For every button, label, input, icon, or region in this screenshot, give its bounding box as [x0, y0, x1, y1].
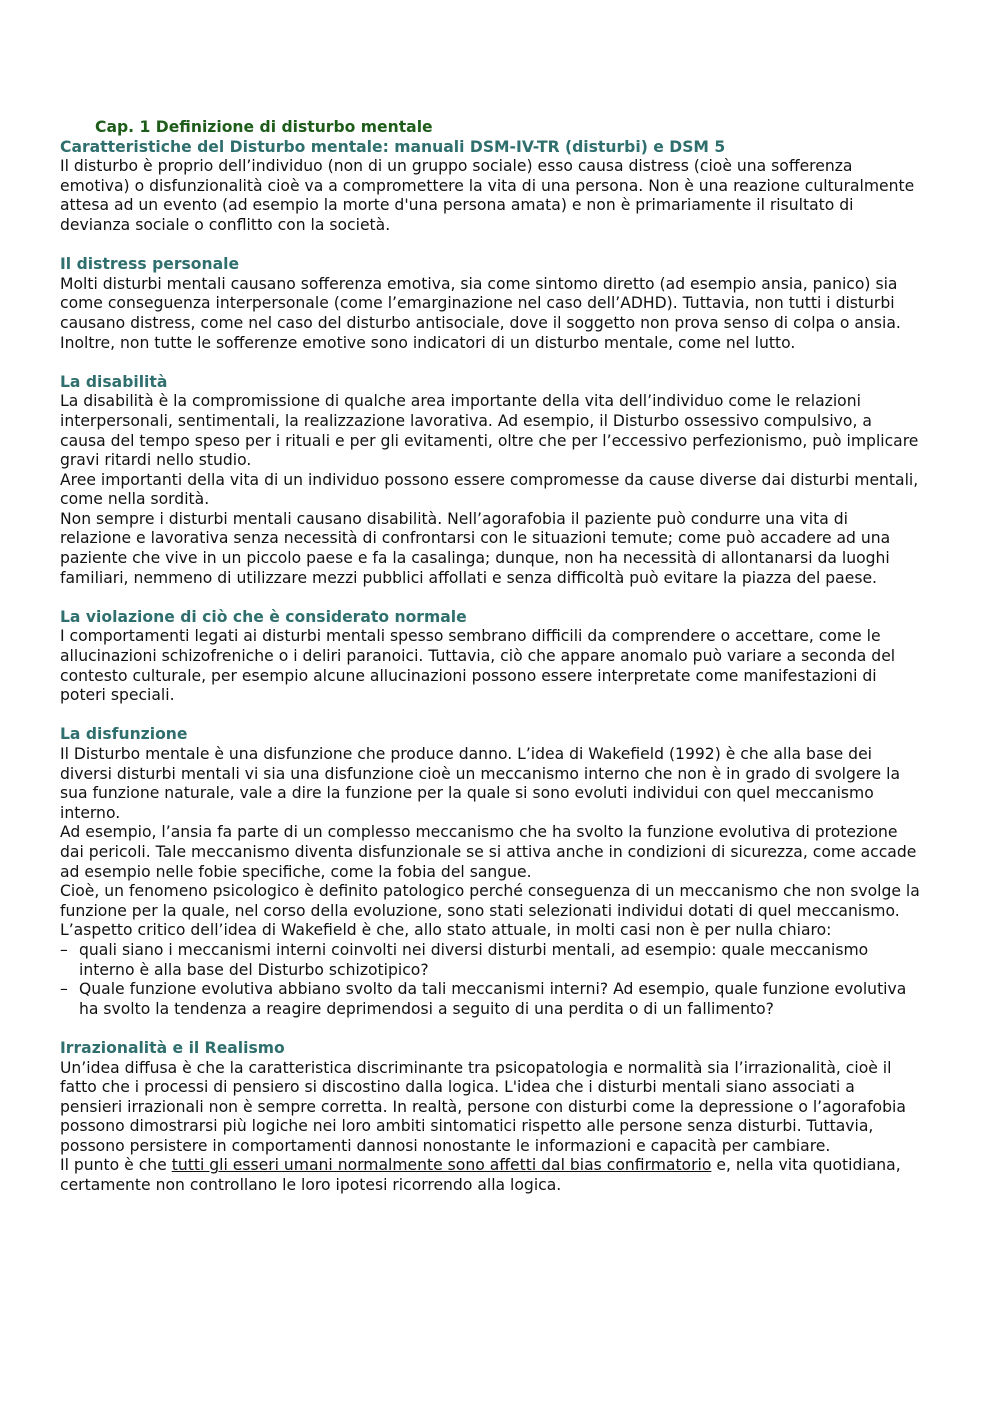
document-page — [60, 118, 920, 1196]
paragraph: Molti disturbi mentali causano sofferenza emotiva, sia come sintomo diretto (ad esempio ansia, panico) sia come conseguenza interpersonale (come l’emarginazione nel caso dell’ADHD). Tuttavia, non tutti i disturbi causano distress, come nel caso del disturbo antisociale, dove il soggetto non prova senso di colpa o ansia. Inoltre, non tutte le sofferenze emotive sono indicatori di un disturbo mentale, come nel lutto. — [60, 274, 901, 352]
chapter-title: Cap. 1 Definizione di disturbo mentale — [95, 118, 433, 136]
list-item — [60, 941, 920, 980]
paragraph: I comportamenti legati ai disturbi mentali spesso sembrano difficili da comprendere o accettare, come le allucinazioni schizofreniche o i deliri paranoici. Tuttavia, ciò che appare anomalo può variare a seconda del contesto culturale, per esempio alcune allucinazioni possono essere interpretate come manifestazioni di poteri speciali. — [60, 627, 896, 705]
paragraph: Ad esempio, l’ansia fa parte di un complesso meccanismo che ha svolto la funzione evolutiva di protezione dai pericoli. Tale meccanismo diventa disfunzionale se si attiva anche in condizioni di sicurezza, come accade ad esempio nelle fobie specifiche, come la fobia del sangue. — [60, 823, 917, 881]
list-item-text: Quale funzione evolutiva abbiano svolto da tali meccanismi interni? Ad esempio, quale funzione evolutiva ha svolto la tendenza a reagire deprimendosi a seguito di una perdita o di un fallimento? — [79, 980, 907, 1018]
paragraph: L’aspetto critico dell’idea di Wakefield è che, allo stato attuale, in molti casi non è per nulla chiaro: — [60, 921, 832, 940]
dash-list — [60, 941, 920, 1019]
underlined-text: tutti gli esseri umani normalmente sono affetti dal bias confirmatorio — [171, 1156, 712, 1175]
dash-bullet: – — [60, 940, 68, 959]
paragraph: Aree importanti della vita di un individuo possono essere compromesse da cause diverse dai disturbi mentali, come nella sordità. — [60, 470, 919, 509]
paragraph: Non sempre i disturbi mentali causano disabilità. Nell’agorafobia il paziente può condurre una vita di relazione e lavorativa senza necessità di confrontarsi con le situazioni temute; come può accadere ad una paziente che vive in un piccolo paese e fa la casalinga; dunque, non ha necessità di allontanarsi da luoghi familiari, nemmeno di utilizzare mezzi pubblici affollati e senza difficoltà può evitare la piazza del paese. — [60, 509, 891, 587]
paragraph-with-underline — [60, 1156, 920, 1195]
spacer — [60, 706, 920, 726]
section-heading: Caratteristiche del Disturbo mentale: manuali DSM-IV-TR (disturbi) e DSM 5 — [60, 137, 726, 156]
paragraph: La disabilità è la compromissione di qualche area importante della vita dell’individuo come le relazioni interpersonali, sentimentali, la realizzazione lavorativa. Ad esempio, il Disturbo ossessivo compulsivo, a causa del tempo speso per i rituali e per gli evitamenti, oltre che per l’eccessivo perfezionismo, può implicare gravi ritardi nello studio. — [60, 392, 919, 470]
list-item — [60, 980, 920, 1019]
section-heading: Il distress personale — [60, 255, 240, 274]
paragraph: Il disturbo è proprio dell’individuo (non di un gruppo sociale) esso causa distress (cioè una sofferenza emotiva) o disfunzionalità cioè va a compromettere la vita di una persona. Non è una reazione culturalmente attesa ad un evento (ad esempio la morte d'una persona amata) e non è primariamente il risultato di devianza sociale o conflitto con la società. — [60, 157, 915, 234]
list-item-text: quali siano i meccanismi interni coinvolti nei diversi disturbi mentali, ad esempio: quale meccanismo interno è alla base del Disturbo schizotipico? — [79, 940, 869, 979]
spacer — [60, 353, 920, 373]
paragraph: Il Disturbo mentale è una disfunzione che produce danno. L’idea di Wakefield (1992) è che alla base dei diversi disturbi mentali vi sia una disfunzione cioè un meccanismo interno che non è in grado di svolgere la sua funzione naturale, vale a dire la funzione per la quale si sono evoluti individui con quel meccanismo interno. — [60, 745, 900, 822]
section-heading: La violazione di ciò che è considerato normale — [60, 607, 467, 626]
spacer — [60, 588, 920, 608]
text-run: e, nella vita quotidiana, certamente non controllano le loro ipotesi ricorrendo alla logica. — [60, 1156, 901, 1195]
spacer — [60, 1019, 920, 1039]
text-run: Il punto è che — [60, 1156, 172, 1175]
paragraph: Cioè, un fenomeno psicologico è definito patologico perché conseguenza di un meccanismo che non svolge la funzione per la quale, nel corso della evoluzione, sono stati selezionati individui dotati di quel meccanismo. — [60, 882, 920, 920]
dash-bullet: – — [60, 980, 68, 999]
paragraph: Un’idea diffusa è che la caratteristica discriminante tra psicopatologia e normalità sia l’irrazionalità, cioè il fatto che i processi di pensiero si discostino dalla logica. L'idea che i disturbi mentali siano associati a pensieri irrazionali non è sempre corretta. In realtà, persone con disturbi come la depressione o l’agorafobia possono dimostrarsi più logiche nei loro ambiti sintomatici rispetto alle persone senza disturbi. Tuttavia, possono persistere in comportamenti dannosi nonostante le informazioni e capacità per cambiare. — [60, 1058, 906, 1155]
section-heading: La disfunzione — [60, 725, 188, 744]
spacer — [60, 236, 920, 256]
section-heading: Irrazionalità e il Realismo — [60, 1038, 285, 1057]
section-heading: La disabilità — [60, 372, 168, 391]
